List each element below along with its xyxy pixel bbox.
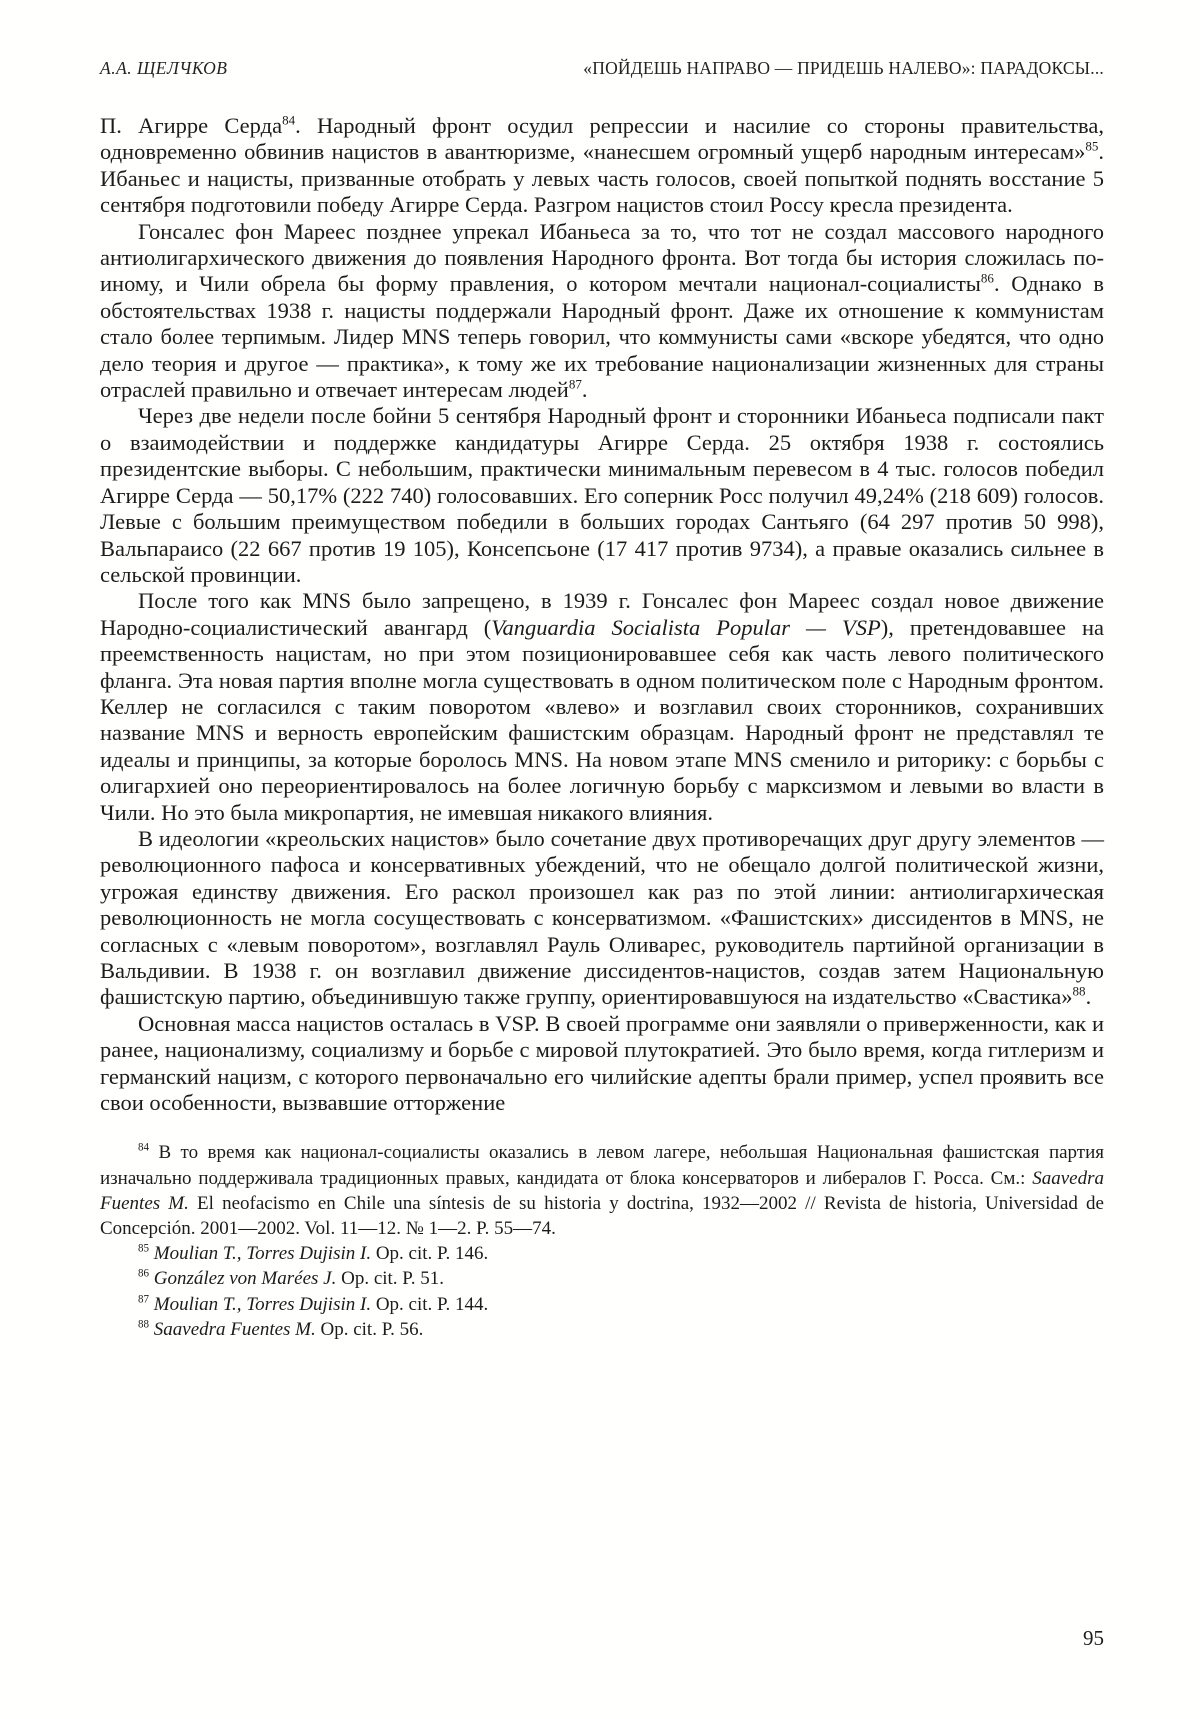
footnote-number: 87	[138, 1293, 150, 1306]
text-run: Через две недели после бойни 5 сентября Народный фронт и сторонники Ибаньеса подписали пакт о взаимодействии и поддержке кандидатуры Агирре Серда. 25 октября 1938 г. состоялись президентские выборы. С небольшим, практически минимальным перевесом в 4 тыс. голосов победил Агирре Серда — 50,17% (222 740) голосовавших. Его соперник Росс получил 49,24% (218 609) голосов. Левые с большим преимуществом победили в больших городах Сантьяго (64 297 против 50 998), Вальпараисо (22 667 против 19 105), Консепсьоне (17 417 против 9734), а правые оказались сильнее в сельской провинции.	[100, 403, 1104, 587]
footnote-marker: 88	[1072, 983, 1086, 999]
paragraph	[100, 588, 1104, 826]
paragraph	[100, 826, 1104, 1011]
footnote	[100, 1140, 1104, 1241]
text-run: Op. cit. P. 144.	[371, 1293, 489, 1315]
text-run: . Народный фронт осудил репрессии и насилие со стороны правительства, одновременно обвинив нацистов в авантюризме, «нанесшем огромный ущерб народным интересам»	[100, 113, 1104, 165]
running-head	[100, 58, 1104, 79]
text-run: . Однако в обстоятельствах 1938 г. нацисты поддержали Народный фронт. Даже их отношение к коммунистам стало более терпимым. Лидер MNS теперь говорил, что коммунисты сами «вскоре убедятся, что одно дело теория и другое — практика», к тому же их требование национализации жизненных для страны отраслей правильно и отвечает интересам людей	[100, 271, 1104, 403]
footnote-marker: 87	[568, 376, 582, 392]
footnote-number: 85	[138, 1242, 150, 1255]
text-run: ), претендовавшее на преемственность нацистам, но при этом позиционировавшее себя как часть левого политического фланга. Эта новая партия вполне могла существовать в одном политическом поле с Народным фронтом. Келлер не согласился с таким поворотом «влево» и возглавил своих сторонников, сохранивших название MNS и верность европейским фашистским образцам. Народный фронт не представлял те идеалы и принципы, за которые боролось MNS. На новом этапе MNS сменило и риторику: с борьбы с олигархией оно переориентировалось на более логичную борьбу с марксизмом и левыми во власти в Чили. Но это была микропартия, не имевшая никакого влияния.	[100, 614, 1105, 825]
footnote	[100, 1317, 1104, 1342]
text-run: . Ибаньес и нацисты, призванные отобрать у левых часть голосов, своей попыткой поднять восстание 5 сентября подготовили победу Агирре Серда. Разгром нацистов стоил Россу кресла президента.	[100, 139, 1104, 218]
paragraph	[100, 403, 1104, 588]
text-run: Saavedra Fuentes M.	[100, 1167, 1104, 1214]
footnote-number: 86	[138, 1268, 150, 1281]
footnote-marker: 85	[1085, 138, 1099, 154]
text-run: Op. cit. P. 146.	[371, 1243, 489, 1265]
running-head-author: А.А. ЩЕЛЧКОВ	[100, 58, 228, 78]
text-run: Saavedra Fuentes M.	[153, 1318, 316, 1340]
text-run: González von Marées J.	[153, 1268, 337, 1290]
text-run: .	[581, 377, 588, 403]
footnotes	[100, 1140, 1104, 1342]
footnote-number: 88	[138, 1318, 150, 1331]
text-run: П. Агирре Серда	[100, 113, 283, 138]
paragraph	[100, 1011, 1104, 1117]
text-run: Op. cit. P. 56.	[315, 1318, 424, 1340]
text-run: После того как MNS было запрещено, в 1939 г. Гонсалес фон Мареес создал новое движение Народно-социалистический авангард (	[100, 588, 1104, 640]
footnote	[100, 1241, 1104, 1266]
footnote-number: 84	[138, 1142, 150, 1155]
text-run: Op. cit. P. 51.	[336, 1268, 445, 1290]
running-head-title: «ПОЙДЕШЬ НАПРАВО — ПРИДЕШЬ НАЛЕВО»: ПАРАДОКСЫ...	[583, 58, 1104, 78]
text-run: В то время как национал-социалисты оказались в левом лагере, небольшая Национальная фашистская партия изначально поддерживала традиционных правых, кандидата от блока консерваторов и либералов Г. Росса. См.:	[100, 1142, 1105, 1189]
page-content	[100, 58, 1104, 1342]
footnote	[100, 1266, 1104, 1291]
text-run: Основная масса нацистов осталась в VSP. В своей программе они заявляли о приверженности, как и ранее, национализму, социализму и борьбе с мировой плутократией. Это было время, когда гитлеризм и германский нацизм, с которого первоначально его чилийские адепты брали пример, успел проявить все свои особенности, вызвавшие отторжение	[100, 1010, 1104, 1116]
text-run: Vanguardia Socialista Popular — VSP	[491, 614, 881, 640]
text-run: Гонсалес фон Мареес позднее упрекал Ибаньеса за то, что тот не создал массового народного антиолигархического движения до появления Народного фронта. Вот тогда бы история сложилась по-иному, и Чили обрела бы форму правления, о котором мечтали национал-социалисты	[100, 218, 1104, 297]
body-text	[100, 113, 1104, 1116]
text-run: Moulian T., Torres Dujisin I.	[153, 1293, 372, 1315]
page-number: 95	[1083, 1626, 1104, 1650]
paragraph	[100, 219, 1104, 404]
footnote	[100, 1292, 1104, 1317]
text-run: В идеологии «креольских нацистов» было сочетание двух противоречащих друг другу элементов — революционного пафоса и консервативных убеждений, что не обещало долгой политической жизни, угрожая единству движения. Его раскол произошел как раз по этой линии: антиолигархическая революционность не могла сосуществовать с консерватизмом. «Фашистских» диссидентов в MNS, не согласных с «левым поворотом», возглавлял Рауль Оливарес, руководитель партийной организации в Вальдивии. В 1938 г. он возглавил движение диссидентов-нацистов, создав затем Национальную фашистскую партию, объединившую также группу, ориентировавшуюся на издательство «Свастика»	[100, 825, 1104, 1010]
text-run: Moulian T., Torres Dujisin I.	[153, 1243, 372, 1265]
footnote-marker: 86	[980, 270, 994, 286]
footnote-marker: 84	[282, 112, 296, 128]
paragraph	[100, 113, 1104, 219]
text-run: El neofacismo en Chile una síntesis de su historia y doctrina, 1932—2002 // Revista de historia, Universidad de Concepción. 2001—2002. Vol. 11—12. № 1—2. P. 55—74.	[100, 1192, 1104, 1240]
text-run: .	[1085, 984, 1092, 1010]
